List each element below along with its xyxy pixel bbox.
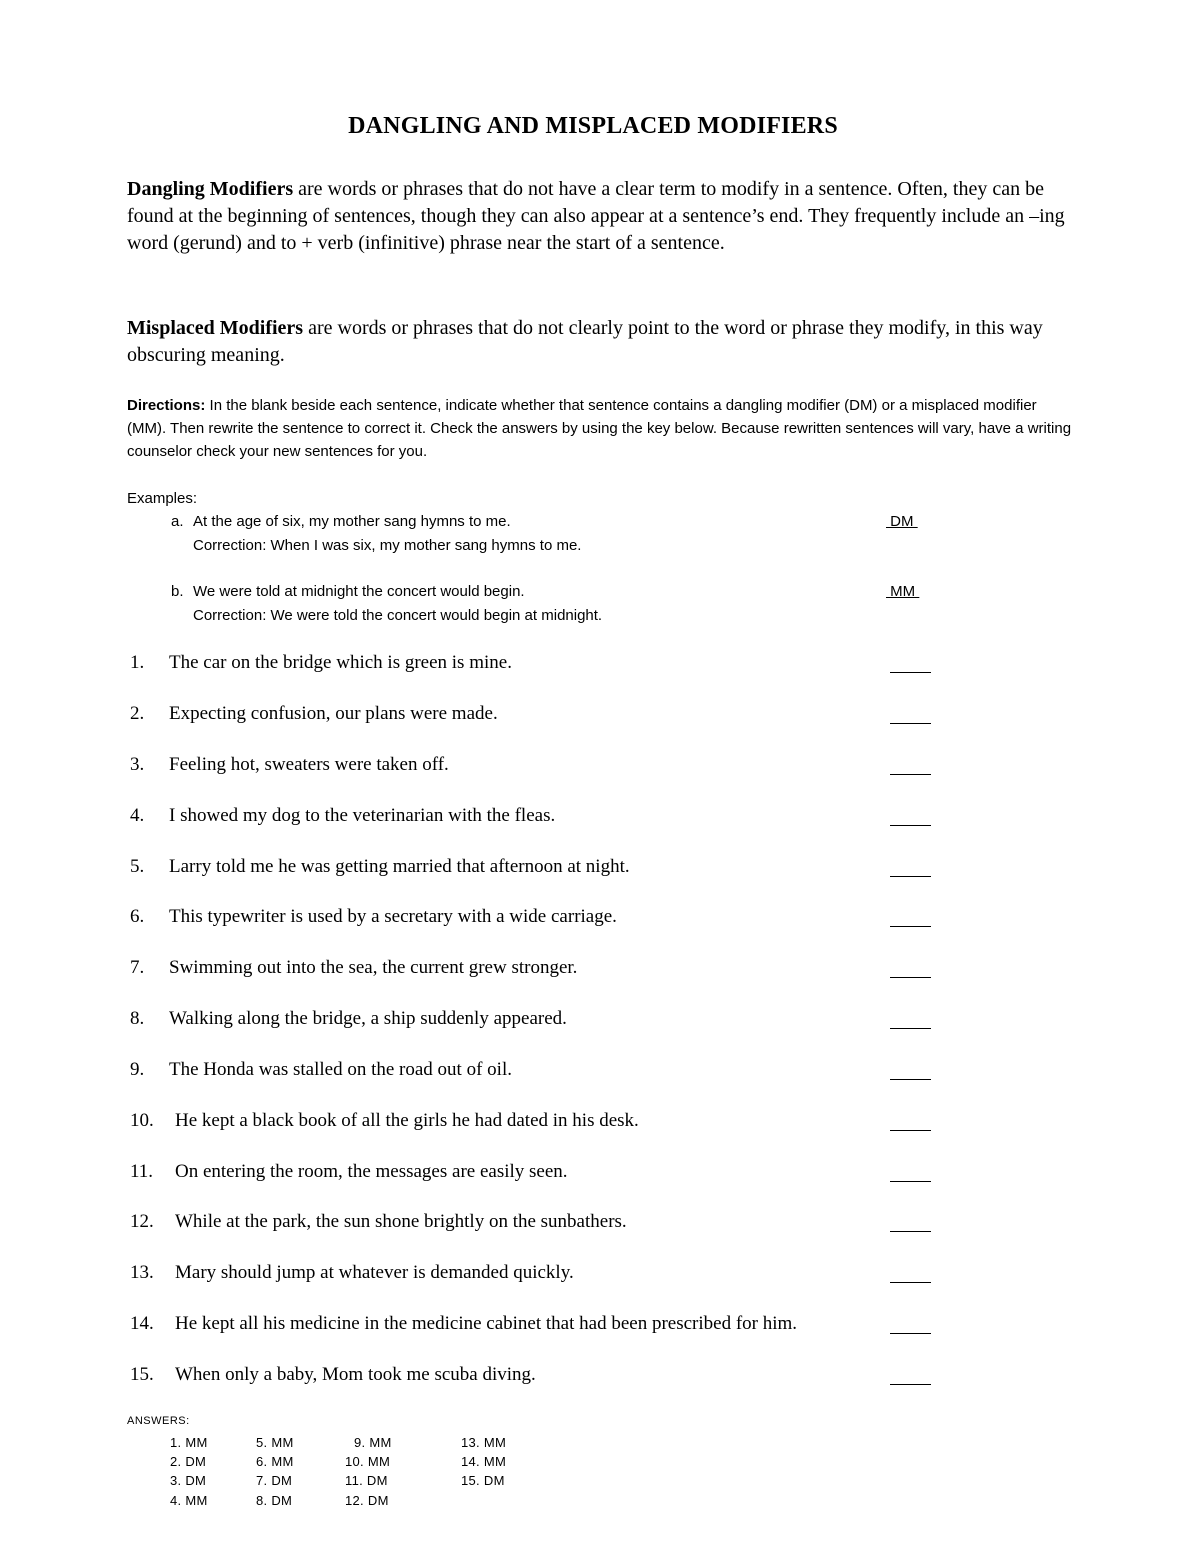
question-item [130, 703, 935, 731]
answer-blank[interactable] [890, 977, 931, 978]
answer-key-item: 7. DM [256, 1473, 293, 1488]
answer-key-item: 3. DM [170, 1473, 207, 1488]
question-number: 5. [130, 856, 145, 877]
question-text: While at the park, the sun shone brightly on the sunbathers. [175, 1211, 627, 1232]
question-number: 6. [130, 906, 145, 927]
answer-key-item: 5. MM [256, 1435, 294, 1450]
question-text: Expecting confusion, our plans were made. [169, 703, 498, 724]
directions-text: In the blank beside each sentence, indicate whether that sentence contains a dangling modifier (DM) or a misplaced modifier (MM). Then rewrite the sentence to correct it. Check the answers by using the key below. Because rewritten sentences will vary, have a writing counselor check your new sentences for you. [127, 397, 1072, 460]
question-text: When only a baby, Mom took me scuba diving. [175, 1364, 536, 1385]
answer-key-item: 14. MM [461, 1454, 507, 1469]
question-number: 2. [130, 703, 145, 724]
dangling-term: Dangling Modifiers [127, 178, 294, 200]
example-correction: Correction: When I was six, my mother sang hymns to me. [193, 537, 582, 554]
question-item [130, 1211, 935, 1239]
dangling-text: are words or phrases that do not have a clear term to modify in a sentence. Often, they can be found at the beginning of sentences, though they can also appear at a sentence’s end. They frequently include an –ing word (gerund) and to + verb (infinitive) phrase near the start of a sentence. [127, 178, 1065, 254]
answer-blank[interactable] [890, 774, 931, 775]
question-text: He kept a black book of all the girls he had dated in his desk. [175, 1110, 639, 1131]
example-letter: b. [171, 583, 184, 600]
question-text: Feeling hot, sweaters were taken off. [169, 754, 449, 775]
question-text: Walking along the bridge, a ship suddenly appeared. [169, 1008, 567, 1029]
answer-blank[interactable] [890, 1384, 931, 1385]
answer-blank[interactable] [890, 1282, 931, 1283]
answer-key-item: 12. DM [345, 1493, 389, 1508]
example-sentence: We were told at midnight the concert would begin. [193, 583, 525, 600]
question-number: 1. [130, 652, 145, 673]
question-text: He kept all his medicine in the medicine cabinet that had been prescribed for him. [175, 1313, 798, 1334]
answer-key-item: 9. MM [354, 1435, 392, 1450]
question-item [130, 652, 935, 680]
directions-label: Directions: [127, 397, 206, 414]
answer-key-item: 1. MM [170, 1435, 208, 1450]
question-number: 12. [130, 1211, 154, 1232]
question-item [130, 1059, 935, 1087]
question-item [130, 1008, 935, 1036]
question-item [130, 906, 935, 934]
question-item [130, 1313, 935, 1341]
question-number: 4. [130, 805, 145, 826]
answer-blank[interactable] [890, 1130, 931, 1131]
answer-blank[interactable] [890, 1333, 931, 1334]
answer-key-item: 6. MM [256, 1454, 294, 1469]
answer-key-item: 2. DM [170, 1454, 207, 1469]
answer-key-item: 4. MM [170, 1493, 208, 1508]
question-text: The Honda was stalled on the road out of oil. [169, 1059, 512, 1080]
answer-blank[interactable] [890, 723, 931, 724]
answer-blank[interactable] [890, 926, 931, 927]
question-item [130, 1262, 935, 1290]
answer-blank[interactable] [890, 672, 931, 673]
question-number: 8. [130, 1008, 145, 1029]
example-letter: a. [171, 513, 184, 530]
question-text: Swimming out into the sea, the current grew stronger. [169, 957, 578, 978]
question-text: I showed my dog to the veterinarian with the fleas. [169, 805, 556, 826]
dangling-definition [127, 176, 1072, 257]
example-sentence: At the age of six, my mother sang hymns to me. [193, 513, 511, 530]
question-item [130, 856, 935, 884]
answer-blank[interactable] [890, 876, 931, 877]
answer-key-item: 10. MM [345, 1454, 391, 1469]
example-answer: DM [886, 513, 918, 530]
question-number: 3. [130, 754, 145, 775]
misplaced-text: are words or phrases that do not clearly point to the word or phrase they modify, in this way obscuring meaning. [127, 317, 1043, 366]
question-text: Larry told me he was getting married that afternoon at night. [169, 856, 630, 877]
question-item [130, 1364, 935, 1392]
misplaced-term: Misplaced Modifiers [127, 317, 304, 339]
question-number: 9. [130, 1059, 145, 1080]
answer-key-item: 15. DM [461, 1473, 505, 1488]
examples-label: Examples: [127, 490, 198, 507]
question-number: 14. [130, 1313, 154, 1334]
question-number: 13. [130, 1262, 154, 1283]
misplaced-definition [127, 315, 1072, 369]
answer-key-item: 8. DM [256, 1493, 293, 1508]
answer-blank[interactable] [890, 1181, 931, 1182]
question-text: This typewriter is used by a secretary with a wide carriage. [169, 906, 617, 927]
answer-key-item: 13. MM [461, 1435, 507, 1450]
question-item [130, 1161, 935, 1189]
answer-blank[interactable] [890, 1028, 931, 1029]
question-text: On entering the room, the messages are easily seen. [175, 1161, 568, 1182]
question-text: Mary should jump at whatever is demanded quickly. [175, 1262, 574, 1283]
question-item [130, 1110, 935, 1138]
directions [127, 394, 1072, 463]
question-number: 15. [130, 1364, 154, 1385]
example-correction: Correction: We were told the concert would begin at midnight. [193, 607, 603, 624]
answer-blank[interactable] [890, 1079, 931, 1080]
question-number: 7. [130, 957, 145, 978]
question-item [130, 754, 935, 782]
answer-key-item: 11. DM [345, 1473, 388, 1488]
page-title: DANGLING AND MISPLACED MODIFIERS [348, 113, 838, 139]
answer-blank[interactable] [890, 1231, 931, 1232]
question-item [130, 805, 935, 833]
question-number: 10. [130, 1110, 154, 1131]
answers-label: ANSWERS: [127, 1415, 190, 1427]
answer-blank[interactable] [890, 825, 931, 826]
question-item [130, 957, 935, 985]
question-number: 11. [130, 1161, 154, 1182]
question-text: The car on the bridge which is green is mine. [169, 652, 512, 673]
example-answer: MM [886, 583, 920, 600]
